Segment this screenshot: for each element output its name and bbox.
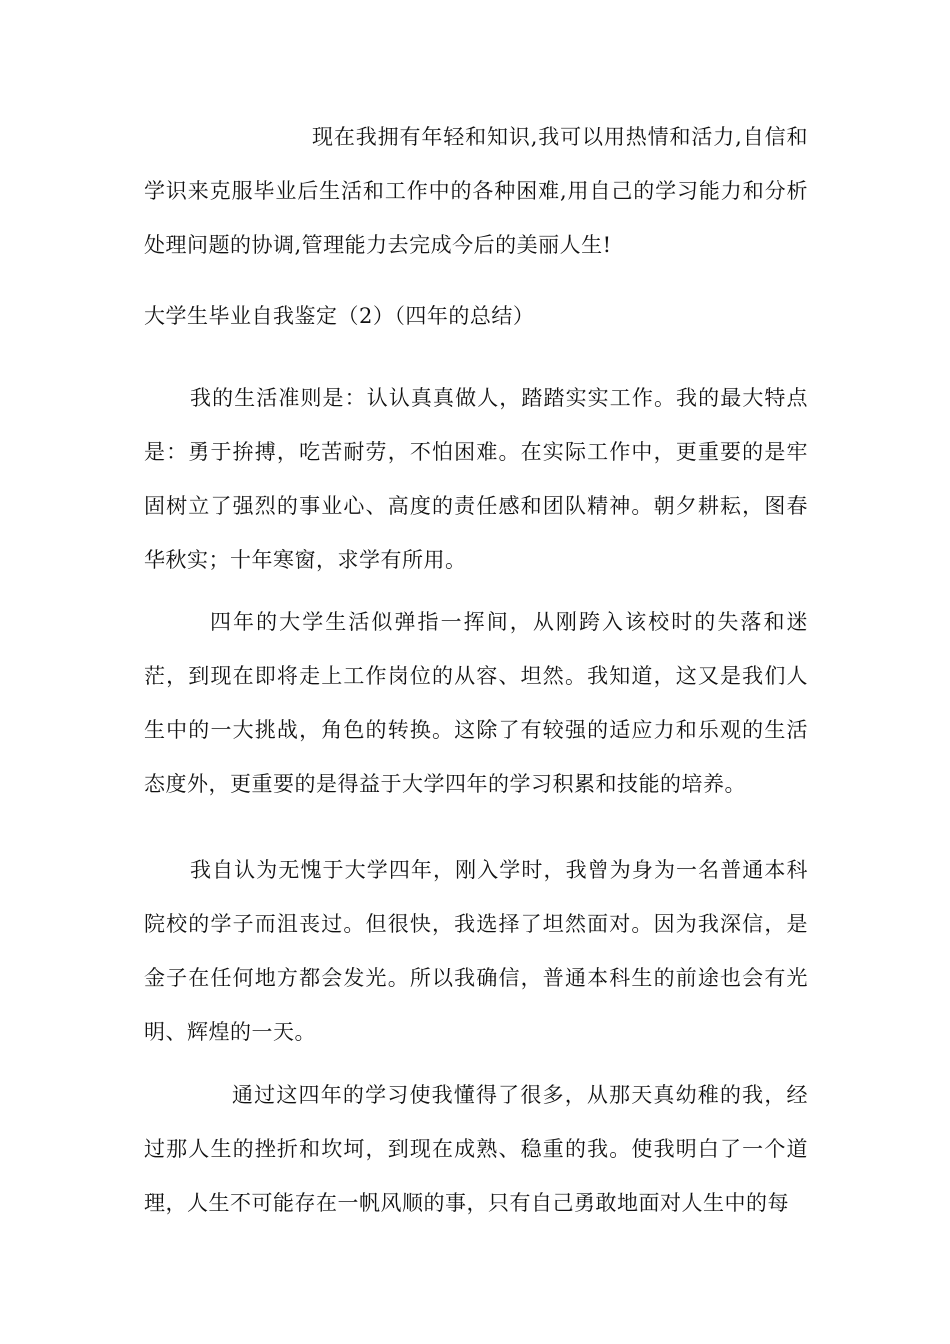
paragraph-learning: 通过这四年的学习使我懂得了很多，从那天真幼稚的我，经过那人生的挫折和坎坷，到现在成熟、稳重的我。使我明白了一个道理，人生不可能存在一帆风顺的事，只有自己勇敢地面对人生中的每: [144, 1083, 808, 1215]
paragraph-life-principles: 我的生活准则是：认认真真做人，踏踏实实工作。我的最大特点是：勇于拚搏，吃苦耐劳，不怕困难。在实际工作中，更重要的是牢固树立了强烈的事业心、高度的责任感和团队精神。朝夕耕耘，图春华秋实；十年寒窗，求学有所用。: [144, 386, 808, 572]
paragraph-no-regret: 我自认为无愧于大学四年，刚入学时，我曾为身为一名普通本科院校的学子而沮丧过。但很快，我选择了坦然面对。因为我深信，是金子在任何地方都会发光。所以我确信，普通本科生的前途也会有光明、辉煌的一天。: [144, 858, 808, 1044]
paragraph-four-years: 四年的大学生活似弹指一挥间，从刚跨入该校时的失落和迷茫，到现在即将走上工作岗位的从容、坦然。我知道，这又是我们人生中的一大挑战，角色的转换。这除了有较强的适应力和乐观的生活态度外，更重要的是得益于大学四年的学习积累和技能的培养。: [144, 610, 808, 796]
paragraph-confidence: 现在我拥有年轻和知识,我可以用热情和活力,自信和学识来克服毕业后生活和工作中的各种困难,用自己的学习能力和分析处理问题的协调,管理能力去完成今后的美丽人生!: [144, 125, 808, 257]
section-heading: 大学生毕业自我鉴定（2）（四年的总结）: [144, 304, 535, 328]
